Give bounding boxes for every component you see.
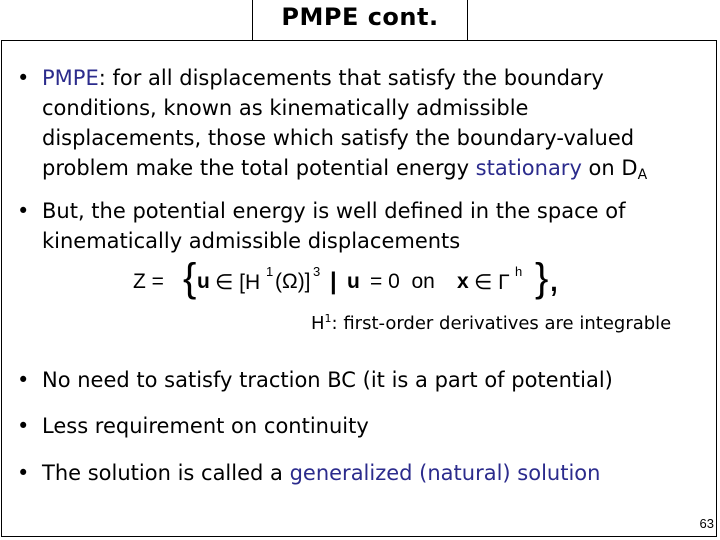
bullet-line: kinematically admissible displacements — [42, 229, 461, 253]
bullet-marker: • — [17, 414, 30, 438]
formula-x: x — [457, 270, 469, 293]
formula-u: u — [197, 270, 210, 293]
formula-in-gamma: ∈ Γ — [474, 271, 510, 294]
bullet-line: conditions, known as kinematically admissible — [42, 96, 529, 120]
admissible-space-formula — [133, 256, 563, 306]
formula-bar: | — [330, 268, 337, 295]
slide-title: PMPE cont. — [281, 3, 439, 31]
formula-omega: (Ω)] — [275, 270, 311, 293]
formula-lhs: Z = — [133, 270, 164, 293]
bullet-text — [42, 196, 625, 256]
pmpe-term: PMPE — [42, 66, 99, 90]
bullet-text — [42, 458, 600, 488]
formula-eq-zero: = 0 on — [370, 270, 435, 293]
bullet-text — [42, 63, 647, 190]
bullet-text: Less requirement on continuity — [42, 414, 369, 438]
h1-note — [311, 312, 671, 334]
formula-in-h: ∈ [H — [215, 271, 261, 294]
stationary-term: stationary — [475, 156, 582, 180]
note-sup: 1 — [324, 312, 332, 325]
bullet-line — [42, 63, 647, 93]
bullet-text: No need to satisfy traction BC (it is a part of potential) — [42, 368, 613, 392]
bullet-text-fragment: on D — [581, 156, 638, 180]
page-number: 63 — [699, 516, 714, 531]
bullet-marker: • — [17, 66, 30, 90]
formula-sup-1: 1 — [266, 264, 274, 279]
formula-sup-3: 3 — [313, 264, 321, 279]
title-box — [252, 0, 468, 41]
bullet-text-fragment: : for all displacements that satisfy the boundary — [98, 66, 604, 90]
formula-sup-h: h — [515, 264, 523, 279]
note-h: H — [311, 313, 325, 334]
note-text: : first-order derivatives are integrable — [331, 313, 672, 334]
generalized-solution-term: generalized (natural) solution — [289, 461, 601, 485]
bullet-marker: • — [17, 199, 30, 223]
bullet-marker: • — [17, 368, 30, 392]
bullet-line: But, the potential energy is well defined in the space of — [42, 199, 626, 223]
bullet-text-fragment: problem make the total potential energy — [42, 156, 476, 180]
bullet-line: displacements, those which satisfy the boundary-valued — [42, 126, 635, 150]
bullet-marker: • — [17, 461, 30, 485]
formula-u2: u — [347, 270, 360, 293]
bullet-line — [42, 153, 647, 190]
subscript-a: A — [637, 167, 648, 183]
bullet-text-fragment: The solution is called a — [42, 461, 290, 485]
formula-open-brace: { — [183, 256, 197, 300]
formula-close-brace: }, — [535, 256, 560, 300]
